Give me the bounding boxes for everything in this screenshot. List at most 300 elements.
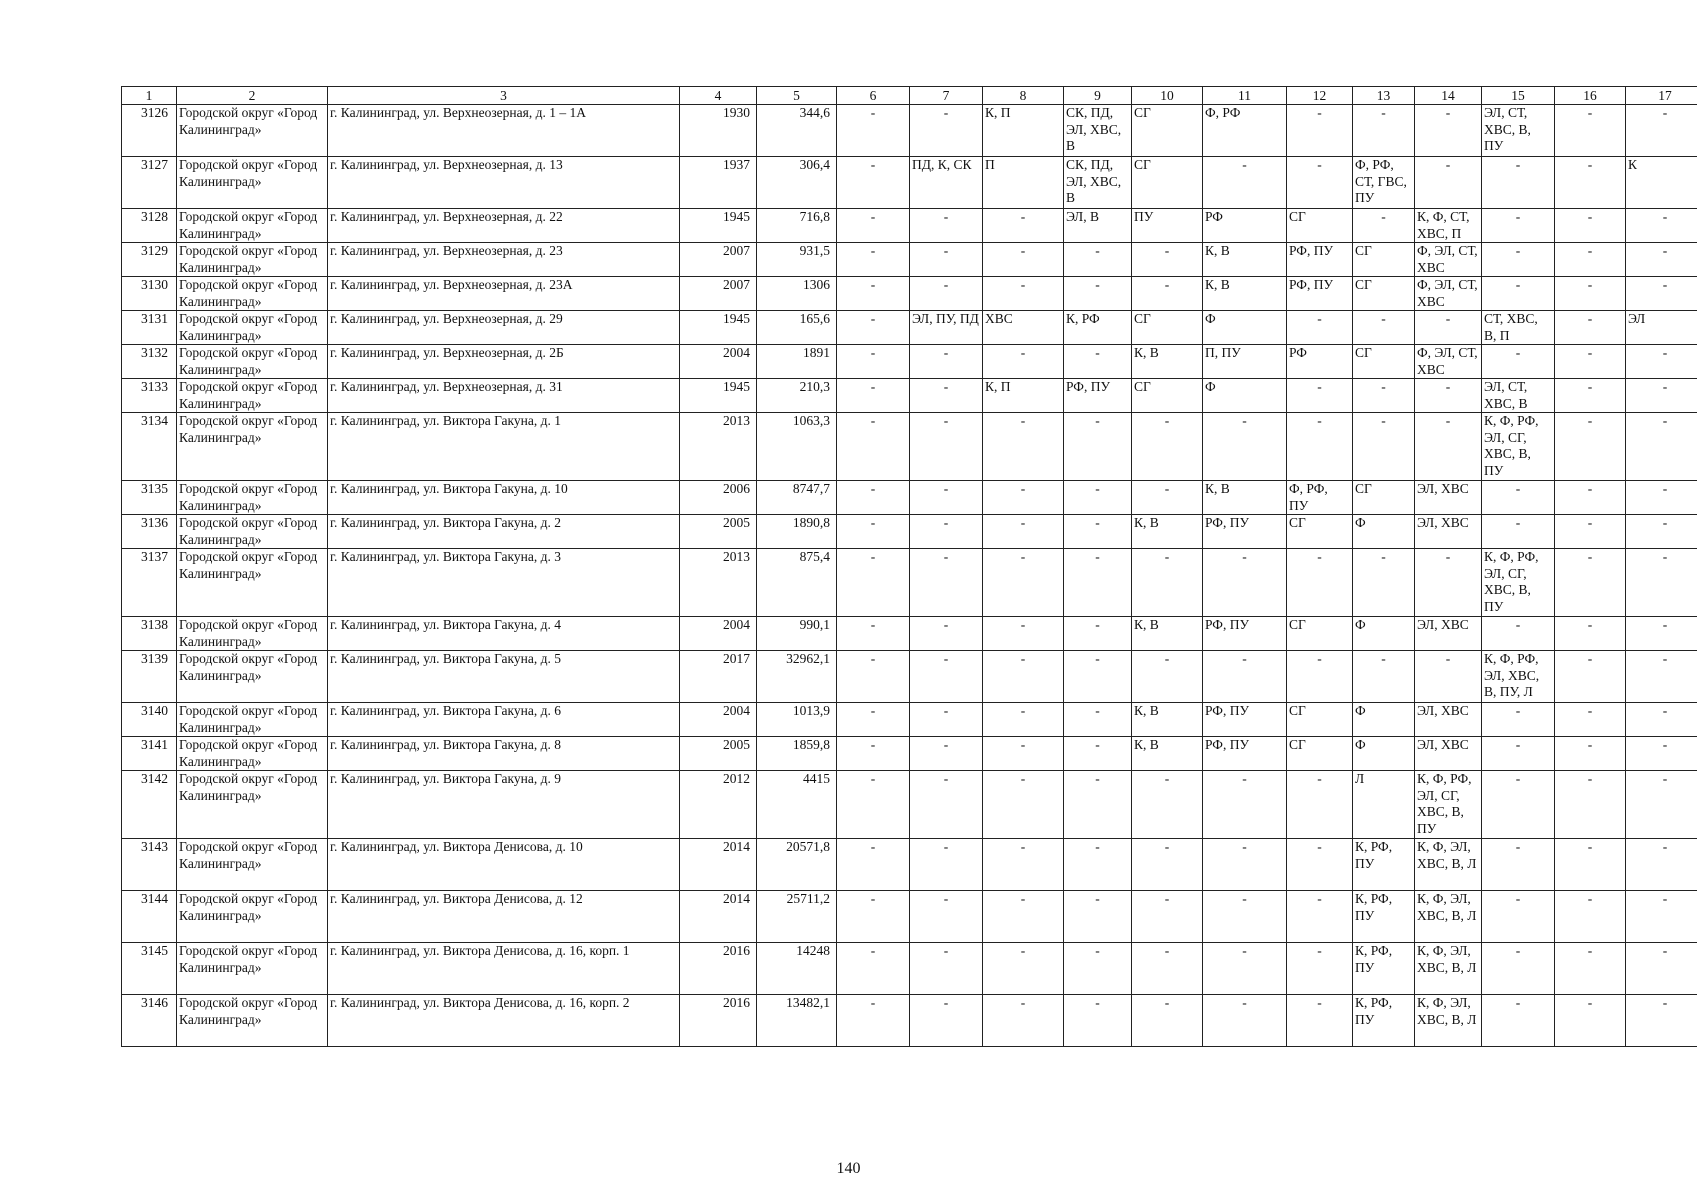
table-cell-col-4: 2004	[680, 345, 757, 379]
table-cell-col-4: 2007	[680, 277, 757, 311]
table-cell-col-13: Ф, РФ, СТ, ГВС, ПУ	[1353, 157, 1415, 209]
table-cell-col-7: -	[910, 737, 983, 771]
table-cell-col-16: -	[1555, 737, 1626, 771]
table-cell-col-4: 2004	[680, 617, 757, 651]
table-cell-col-17: -	[1626, 651, 1697, 703]
table-cell-col-4: 1945	[680, 209, 757, 243]
table-cell-col-16: -	[1555, 891, 1626, 943]
table-cell-col-5: 344,6	[757, 105, 837, 157]
table-cell-col-11: РФ, ПУ	[1203, 515, 1287, 549]
table-cell-col-10: -	[1132, 549, 1203, 617]
table-cell-col-15: -	[1482, 703, 1555, 737]
table-cell-col-10: К, В	[1132, 345, 1203, 379]
table-cell-col-1: 3133	[122, 379, 177, 413]
table-cell-col-9: -	[1064, 891, 1132, 943]
table-cell-col-3: г. Калининград, ул. Виктора Гакуна, д. 1	[328, 413, 680, 481]
table-cell-col-11: -	[1203, 413, 1287, 481]
table-cell-col-17: ЭЛ	[1626, 311, 1697, 345]
table-cell-col-12: -	[1287, 839, 1353, 891]
table-cell-col-11: Ф	[1203, 379, 1287, 413]
table-row	[122, 481, 1697, 515]
table-cell-col-1: 3129	[122, 243, 177, 277]
table-cell-col-13: -	[1353, 209, 1415, 243]
table-cell-col-3: г. Калининград, ул. Верхнеозерная, д. 23А	[328, 277, 680, 311]
table-cell-col-17: -	[1626, 995, 1697, 1047]
table-cell-col-10: СГ	[1132, 379, 1203, 413]
table-cell-col-15: ЭЛ, СТ, ХВС, В, ПУ	[1482, 105, 1555, 157]
table-cell-col-2: Городской округ «Город Калининград»	[177, 413, 328, 481]
table-cell-col-6: -	[837, 651, 910, 703]
table-cell-col-6: -	[837, 105, 910, 157]
table-cell-col-2: Городской округ «Город Калининград»	[177, 243, 328, 277]
table-cell-col-1: 3138	[122, 617, 177, 651]
table-cell-col-17: -	[1626, 617, 1697, 651]
table-cell-col-12: -	[1287, 549, 1353, 617]
column-header-4: 4	[680, 87, 757, 105]
table-cell-col-1: 3137	[122, 549, 177, 617]
table-cell-col-1: 3139	[122, 651, 177, 703]
table-cell-col-17: К	[1626, 157, 1697, 209]
table-cell-col-6: -	[837, 891, 910, 943]
table-cell-col-2: Городской округ «Город Калининград»	[177, 481, 328, 515]
table-cell-col-5: 306,4	[757, 157, 837, 209]
table-cell-col-10: К, В	[1132, 515, 1203, 549]
table-cell-col-2: Городской округ «Город Калининград»	[177, 345, 328, 379]
table-cell-col-7: -	[910, 105, 983, 157]
table-cell-col-3: г. Калининград, ул. Верхнеозерная, д. 23	[328, 243, 680, 277]
table-cell-col-16: -	[1555, 413, 1626, 481]
table-cell-col-5: 1013,9	[757, 703, 837, 737]
table-cell-col-1: 3146	[122, 995, 177, 1047]
table-cell-col-16: -	[1555, 345, 1626, 379]
table-cell-col-1: 3132	[122, 345, 177, 379]
column-header-16: 16	[1555, 87, 1626, 105]
table-cell-col-13: СГ	[1353, 481, 1415, 515]
table-row	[122, 413, 1697, 481]
table-cell-col-8: ХВС	[983, 311, 1064, 345]
column-header-3: 3	[328, 87, 680, 105]
table-row	[122, 839, 1697, 891]
table-cell-col-1: 3140	[122, 703, 177, 737]
table-cell-col-13: Ф	[1353, 617, 1415, 651]
table-cell-col-12: СГ	[1287, 703, 1353, 737]
table-cell-col-11: Ф, РФ	[1203, 105, 1287, 157]
table-cell-col-15: -	[1482, 839, 1555, 891]
column-header-2: 2	[177, 87, 328, 105]
table-cell-col-2: Городской округ «Город Калининград»	[177, 311, 328, 345]
table-cell-col-14: -	[1415, 105, 1482, 157]
table-row	[122, 651, 1697, 703]
table-cell-col-14: -	[1415, 379, 1482, 413]
table-cell-col-17: -	[1626, 703, 1697, 737]
table-cell-col-5: 1859,8	[757, 737, 837, 771]
table-cell-col-3: г. Калининград, ул. Виктора Гакуна, д. 10	[328, 481, 680, 515]
table-cell-col-10: -	[1132, 413, 1203, 481]
table-cell-col-12: -	[1287, 943, 1353, 995]
table-row	[122, 617, 1697, 651]
table-cell-col-9: -	[1064, 345, 1132, 379]
table-row	[122, 379, 1697, 413]
table-cell-col-6: -	[837, 157, 910, 209]
table-cell-col-15: -	[1482, 345, 1555, 379]
table-cell-col-7: -	[910, 345, 983, 379]
table-cell-col-11: П, ПУ	[1203, 345, 1287, 379]
table-cell-col-17: -	[1626, 515, 1697, 549]
table-cell-col-11: -	[1203, 839, 1287, 891]
table-cell-col-9: -	[1064, 839, 1132, 891]
table-cell-col-2: Городской округ «Город Калининград»	[177, 839, 328, 891]
table-cell-col-14: К, Ф, СТ, ХВС, П	[1415, 209, 1482, 243]
table-cell-col-3: г. Калининград, ул. Виктора Денисова, д. 10	[328, 839, 680, 891]
table-cell-col-13: К, РФ, ПУ	[1353, 891, 1415, 943]
table-cell-col-13: Ф	[1353, 703, 1415, 737]
table-cell-col-6: -	[837, 703, 910, 737]
table-cell-col-13: -	[1353, 651, 1415, 703]
table-body	[122, 105, 1697, 1047]
housing-register-table	[121, 86, 1697, 1047]
table-cell-col-4: 2013	[680, 549, 757, 617]
table-cell-col-7: -	[910, 891, 983, 943]
table-cell-col-10: СГ	[1132, 105, 1203, 157]
table-cell-col-14: ЭЛ, ХВС	[1415, 703, 1482, 737]
table-cell-col-4: 2007	[680, 243, 757, 277]
table-row	[122, 311, 1697, 345]
table-cell-col-16: -	[1555, 515, 1626, 549]
table-cell-col-7: -	[910, 995, 983, 1047]
table-cell-col-7: -	[910, 515, 983, 549]
table-cell-col-9: СК, ПД, ЭЛ, ХВС, В	[1064, 105, 1132, 157]
table-cell-col-1: 3142	[122, 771, 177, 839]
table-row	[122, 105, 1697, 157]
table-cell-col-5: 13482,1	[757, 995, 837, 1047]
table-cell-col-14: ЭЛ, ХВС	[1415, 737, 1482, 771]
table-cell-col-4: 2013	[680, 413, 757, 481]
table-cell-col-13: -	[1353, 379, 1415, 413]
table-cell-col-10: -	[1132, 771, 1203, 839]
table-cell-col-10: ПУ	[1132, 209, 1203, 243]
table-cell-col-14: Ф, ЭЛ, СТ, ХВС	[1415, 243, 1482, 277]
table-cell-col-10: К, В	[1132, 617, 1203, 651]
table-cell-col-8: -	[983, 617, 1064, 651]
table-cell-col-12: -	[1287, 413, 1353, 481]
table-cell-col-13: -	[1353, 413, 1415, 481]
table-cell-col-14: -	[1415, 157, 1482, 209]
table-cell-col-16: -	[1555, 651, 1626, 703]
table-row	[122, 995, 1697, 1047]
table-cell-col-3: г. Калининград, ул. Виктора Гакуна, д. 2	[328, 515, 680, 549]
table-cell-col-8: -	[983, 209, 1064, 243]
table-cell-col-10: СГ	[1132, 311, 1203, 345]
table-cell-col-11: РФ, ПУ	[1203, 737, 1287, 771]
table-cell-col-1: 3136	[122, 515, 177, 549]
table-cell-col-6: -	[837, 311, 910, 345]
column-header-6: 6	[837, 87, 910, 105]
table-cell-col-11: -	[1203, 943, 1287, 995]
table-cell-col-4: 2005	[680, 737, 757, 771]
table-cell-col-17: -	[1626, 105, 1697, 157]
table-cell-col-11: -	[1203, 771, 1287, 839]
table-cell-col-14: К, Ф, ЭЛ, ХВС, В, Л	[1415, 839, 1482, 891]
table-cell-col-6: -	[837, 943, 910, 995]
table-cell-col-3: г. Калининград, ул. Виктора Денисова, д. 12	[328, 891, 680, 943]
column-header-12: 12	[1287, 87, 1353, 105]
table-cell-col-16: -	[1555, 277, 1626, 311]
table-cell-col-7: -	[910, 549, 983, 617]
column-number-row	[122, 87, 1697, 105]
table-cell-col-7: -	[910, 277, 983, 311]
table-cell-col-9: -	[1064, 413, 1132, 481]
table-cell-col-12: Ф, РФ, ПУ	[1287, 481, 1353, 515]
table-cell-col-2: Городской округ «Город Калининград»	[177, 515, 328, 549]
table-cell-col-10: -	[1132, 943, 1203, 995]
page-number: 140	[836, 1160, 861, 1177]
table-cell-col-7: -	[910, 771, 983, 839]
table-cell-col-9: К, РФ	[1064, 311, 1132, 345]
table-cell-col-6: -	[837, 379, 910, 413]
table-cell-col-13: Л	[1353, 771, 1415, 839]
table-cell-col-14: -	[1415, 549, 1482, 617]
table-cell-col-15: -	[1482, 481, 1555, 515]
table-cell-col-3: г. Калининград, ул. Верхнеозерная, д. 13	[328, 157, 680, 209]
table-cell-col-10: СГ	[1132, 157, 1203, 209]
table-cell-col-9: -	[1064, 277, 1132, 311]
table-cell-col-5: 1891	[757, 345, 837, 379]
table-cell-col-11: -	[1203, 157, 1287, 209]
table-cell-col-6: -	[837, 549, 910, 617]
table-cell-col-3: г. Калининград, ул. Верхнеозерная, д. 29	[328, 311, 680, 345]
table-cell-col-2: Городской округ «Город Калининград»	[177, 651, 328, 703]
table-cell-col-4: 2017	[680, 651, 757, 703]
table-cell-col-6: -	[837, 771, 910, 839]
table-cell-col-4: 2016	[680, 995, 757, 1047]
table-cell-col-11: -	[1203, 549, 1287, 617]
table-cell-col-6: -	[837, 995, 910, 1047]
table-cell-col-14: -	[1415, 311, 1482, 345]
table-cell-col-7: -	[910, 209, 983, 243]
table-cell-col-4: 1945	[680, 379, 757, 413]
table-cell-col-2: Городской округ «Город Калининград»	[177, 105, 328, 157]
table-cell-col-17: -	[1626, 413, 1697, 481]
table-cell-col-5: 875,4	[757, 549, 837, 617]
table-cell-col-8: К, П	[983, 379, 1064, 413]
table-cell-col-2: Городской округ «Город Калининград»	[177, 771, 328, 839]
table-cell-col-4: 1930	[680, 105, 757, 157]
table-cell-col-16: -	[1555, 481, 1626, 515]
table-cell-col-13: Ф	[1353, 737, 1415, 771]
table-cell-col-2: Городской округ «Город Калининград»	[177, 549, 328, 617]
table-cell-col-11: РФ, ПУ	[1203, 617, 1287, 651]
table-cell-col-11: К, В	[1203, 481, 1287, 515]
table-cell-col-16: -	[1555, 105, 1626, 157]
table-cell-col-5: 1890,8	[757, 515, 837, 549]
table-cell-col-10: -	[1132, 481, 1203, 515]
table-cell-col-8: -	[983, 943, 1064, 995]
table-cell-col-11: -	[1203, 651, 1287, 703]
table-cell-col-3: г. Калининград, ул. Виктора Гакуна, д. 9	[328, 771, 680, 839]
table-cell-col-13: СГ	[1353, 277, 1415, 311]
table-cell-col-9: -	[1064, 243, 1132, 277]
table-cell-col-12: -	[1287, 891, 1353, 943]
table-cell-col-14: -	[1415, 413, 1482, 481]
table-cell-col-12: -	[1287, 651, 1353, 703]
table-cell-col-3: г. Калининград, ул. Виктора Денисова, д. 16, корп. 2	[328, 995, 680, 1047]
table-cell-col-9: -	[1064, 651, 1132, 703]
table-cell-col-9: -	[1064, 549, 1132, 617]
table-row	[122, 345, 1697, 379]
table-cell-col-13: -	[1353, 311, 1415, 345]
table-cell-col-2: Городской округ «Город Калининград»	[177, 891, 328, 943]
table-cell-col-13: СГ	[1353, 345, 1415, 379]
table-row	[122, 209, 1697, 243]
table-cell-col-2: Городской округ «Город Калининград»	[177, 209, 328, 243]
column-header-7: 7	[910, 87, 983, 105]
table-cell-col-1: 3134	[122, 413, 177, 481]
table-cell-col-1: 3143	[122, 839, 177, 891]
table-cell-col-7: -	[910, 839, 983, 891]
table-cell-col-12: СГ	[1287, 617, 1353, 651]
table-cell-col-8: -	[983, 243, 1064, 277]
table-cell-col-1: 3141	[122, 737, 177, 771]
table-cell-col-8: К, П	[983, 105, 1064, 157]
table-cell-col-13: Ф	[1353, 515, 1415, 549]
table-cell-col-2: Городской округ «Город Калининград»	[177, 277, 328, 311]
column-header-1: 1	[122, 87, 177, 105]
table-row	[122, 243, 1697, 277]
column-header-17: 17	[1626, 87, 1697, 105]
table-cell-col-10: -	[1132, 995, 1203, 1047]
table-cell-col-9: -	[1064, 515, 1132, 549]
table-row	[122, 891, 1697, 943]
table-cell-col-12: -	[1287, 311, 1353, 345]
table-cell-col-14: ЭЛ, ХВС	[1415, 515, 1482, 549]
table-cell-col-4: 2012	[680, 771, 757, 839]
table-cell-col-7: ПД, К, СК	[910, 157, 983, 209]
table-cell-col-11: Ф	[1203, 311, 1287, 345]
table-cell-col-6: -	[837, 243, 910, 277]
table-cell-col-12: СГ	[1287, 515, 1353, 549]
table-cell-col-6: -	[837, 839, 910, 891]
table-cell-col-8: -	[983, 703, 1064, 737]
table-cell-col-10: -	[1132, 839, 1203, 891]
table-cell-col-9: СК, ПД, ЭЛ, ХВС, В	[1064, 157, 1132, 209]
table-cell-col-8: -	[983, 515, 1064, 549]
table-cell-col-15: К, Ф, РФ, ЭЛ, ХВС, В, ПУ, Л	[1482, 651, 1555, 703]
table-cell-col-2: Городской округ «Город Калининград»	[177, 379, 328, 413]
table-cell-col-8: -	[983, 549, 1064, 617]
table-row	[122, 737, 1697, 771]
table-cell-col-15: -	[1482, 157, 1555, 209]
table-cell-col-12: -	[1287, 379, 1353, 413]
table-cell-col-1: 3145	[122, 943, 177, 995]
table-cell-col-1: 3126	[122, 105, 177, 157]
table-cell-col-8: -	[983, 839, 1064, 891]
table-row	[122, 515, 1697, 549]
table-cell-col-15: -	[1482, 277, 1555, 311]
table-cell-col-9: -	[1064, 943, 1132, 995]
table-cell-col-3: г. Калининград, ул. Виктора Гакуна, д. 4	[328, 617, 680, 651]
table-cell-col-15: -	[1482, 515, 1555, 549]
table-cell-col-6: -	[837, 617, 910, 651]
table-cell-col-7: -	[910, 243, 983, 277]
table-cell-col-16: -	[1555, 771, 1626, 839]
table-cell-col-15: -	[1482, 771, 1555, 839]
table-cell-col-4: 2005	[680, 515, 757, 549]
table-cell-col-15: -	[1482, 209, 1555, 243]
table-cell-col-14: К, Ф, ЭЛ, ХВС, В, Л	[1415, 943, 1482, 995]
table-cell-col-17: -	[1626, 345, 1697, 379]
table-cell-col-12: -	[1287, 995, 1353, 1047]
table-cell-col-16: -	[1555, 243, 1626, 277]
table-cell-col-11: -	[1203, 995, 1287, 1047]
table-cell-col-4: 2016	[680, 943, 757, 995]
table-cell-col-9: -	[1064, 617, 1132, 651]
table-cell-col-3: г. Калининград, ул. Верхнеозерная, д. 22	[328, 209, 680, 243]
table-cell-col-17: -	[1626, 277, 1697, 311]
table-cell-col-17: -	[1626, 549, 1697, 617]
table-cell-col-17: -	[1626, 839, 1697, 891]
table-cell-col-16: -	[1555, 157, 1626, 209]
column-header-11: 11	[1203, 87, 1287, 105]
table-cell-col-15: -	[1482, 891, 1555, 943]
table-cell-col-6: -	[837, 481, 910, 515]
table-cell-col-4: 2004	[680, 703, 757, 737]
table-cell-col-2: Городской округ «Город Калининград»	[177, 943, 328, 995]
table-cell-col-3: г. Калининград, ул. Виктора Гакуна, д. 8	[328, 737, 680, 771]
table-cell-col-4: 1945	[680, 311, 757, 345]
table-cell-col-10: -	[1132, 277, 1203, 311]
table-cell-col-10: -	[1132, 243, 1203, 277]
column-header-5: 5	[757, 87, 837, 105]
table-cell-col-7: ЭЛ, ПУ, ПД	[910, 311, 983, 345]
table-cell-col-8: -	[983, 995, 1064, 1047]
table-cell-col-8: -	[983, 737, 1064, 771]
table-cell-col-5: 1063,3	[757, 413, 837, 481]
table-cell-col-17: -	[1626, 737, 1697, 771]
table-cell-col-15: -	[1482, 943, 1555, 995]
table-cell-col-16: -	[1555, 617, 1626, 651]
table-cell-col-17: -	[1626, 481, 1697, 515]
table-cell-col-11: К, В	[1203, 277, 1287, 311]
table-cell-col-16: -	[1555, 549, 1626, 617]
table-row	[122, 771, 1697, 839]
table-cell-col-5: 1306	[757, 277, 837, 311]
table-cell-col-3: г. Калининград, ул. Виктора Гакуна, д. 6	[328, 703, 680, 737]
table-cell-col-6: -	[837, 209, 910, 243]
table-cell-col-2: Городской округ «Город Калининград»	[177, 737, 328, 771]
table-cell-col-8: -	[983, 481, 1064, 515]
table-cell-col-16: -	[1555, 995, 1626, 1047]
table-cell-col-14: К, Ф, РФ, ЭЛ, СГ, ХВС, В, ПУ	[1415, 771, 1482, 839]
table-cell-col-5: 14248	[757, 943, 837, 995]
table-cell-col-9: -	[1064, 995, 1132, 1047]
table-cell-col-1: 3130	[122, 277, 177, 311]
table-cell-col-5: 210,3	[757, 379, 837, 413]
table-cell-col-7: -	[910, 413, 983, 481]
table-cell-col-7: -	[910, 481, 983, 515]
table-cell-col-10: -	[1132, 651, 1203, 703]
table-cell-col-13: СГ	[1353, 243, 1415, 277]
table-cell-col-3: г. Калининград, ул. Верхнеозерная, д. 1 – 1А	[328, 105, 680, 157]
table-cell-col-5: 25711,2	[757, 891, 837, 943]
table-cell-col-7: -	[910, 379, 983, 413]
table-cell-col-7: -	[910, 651, 983, 703]
table-cell-col-17: -	[1626, 379, 1697, 413]
table-cell-col-3: г. Калининград, ул. Виктора Гакуна, д. 3	[328, 549, 680, 617]
table-cell-col-14: ЭЛ, ХВС	[1415, 617, 1482, 651]
table-cell-col-8: -	[983, 891, 1064, 943]
table-cell-col-1: 3144	[122, 891, 177, 943]
table-cell-col-12: СГ	[1287, 209, 1353, 243]
